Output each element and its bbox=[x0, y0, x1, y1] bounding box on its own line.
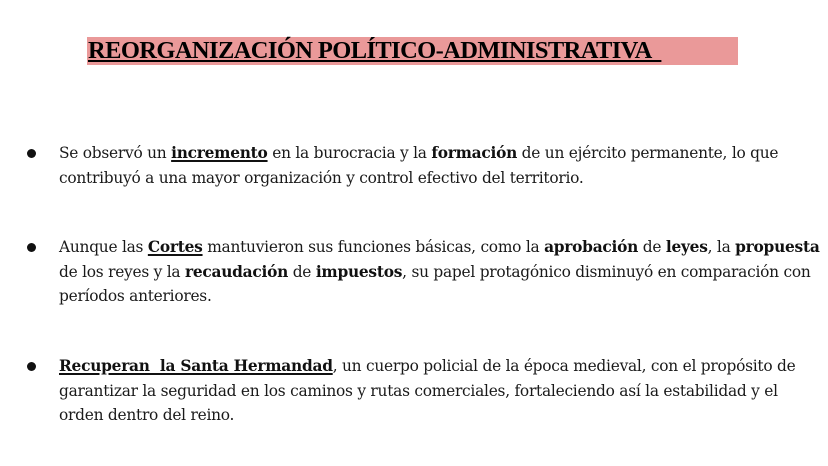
emphasis-term: Recuperan la Santa Hermandad bbox=[59, 357, 333, 375]
bold-term: formación bbox=[431, 144, 518, 162]
bold-term: recaudación bbox=[184, 262, 289, 281]
text-segment: de los reyes y la bbox=[59, 262, 185, 281]
emphasis-term: incremento bbox=[171, 144, 268, 162]
text-segment: , un cuerpo policial de la época medieval, con el propósito de garantizar la seguridad en los caminos y rutas comerciales, fortaleciendo así la estabilidad y el orden dentro del reino. bbox=[59, 357, 796, 424]
text-segment: Se observó un bbox=[59, 144, 172, 162]
text-segment: , la bbox=[707, 238, 736, 256]
text-segment: de bbox=[638, 238, 666, 256]
bold-term: propuesta bbox=[735, 238, 820, 256]
emphasis-term: Cortes bbox=[147, 238, 203, 256]
document-title: REORGANIZACIÓN POLÍTICO-ADMINISTRATIVA bbox=[88, 37, 662, 64]
bold-term: leyes bbox=[665, 238, 708, 256]
text-segment: Aunque las bbox=[59, 238, 148, 256]
text-segment: de bbox=[288, 262, 316, 281]
text-segment: , su papel protagónico disminuyó en comparación con períodos anteriores. bbox=[59, 262, 811, 305]
bold-term: aprobación bbox=[544, 238, 639, 256]
bold-term: impuestos bbox=[315, 262, 403, 281]
title-highlight bbox=[87, 37, 738, 65]
bullet-text bbox=[59, 354, 824, 428]
bullet-dot-icon bbox=[27, 243, 36, 252]
bullet-text bbox=[59, 235, 824, 309]
text-segment: en la burocracia y la bbox=[267, 144, 432, 162]
bullet-text bbox=[59, 141, 824, 190]
bullet-dot-icon bbox=[27, 362, 36, 371]
text-segment: mantuvieron sus funciones básicas, como la bbox=[202, 238, 545, 256]
bullet-dot-icon bbox=[27, 149, 36, 158]
text-segment: de un ejército permanente, lo que contribuyó a una mayor organización y control efectivo del territorio. bbox=[59, 144, 779, 187]
